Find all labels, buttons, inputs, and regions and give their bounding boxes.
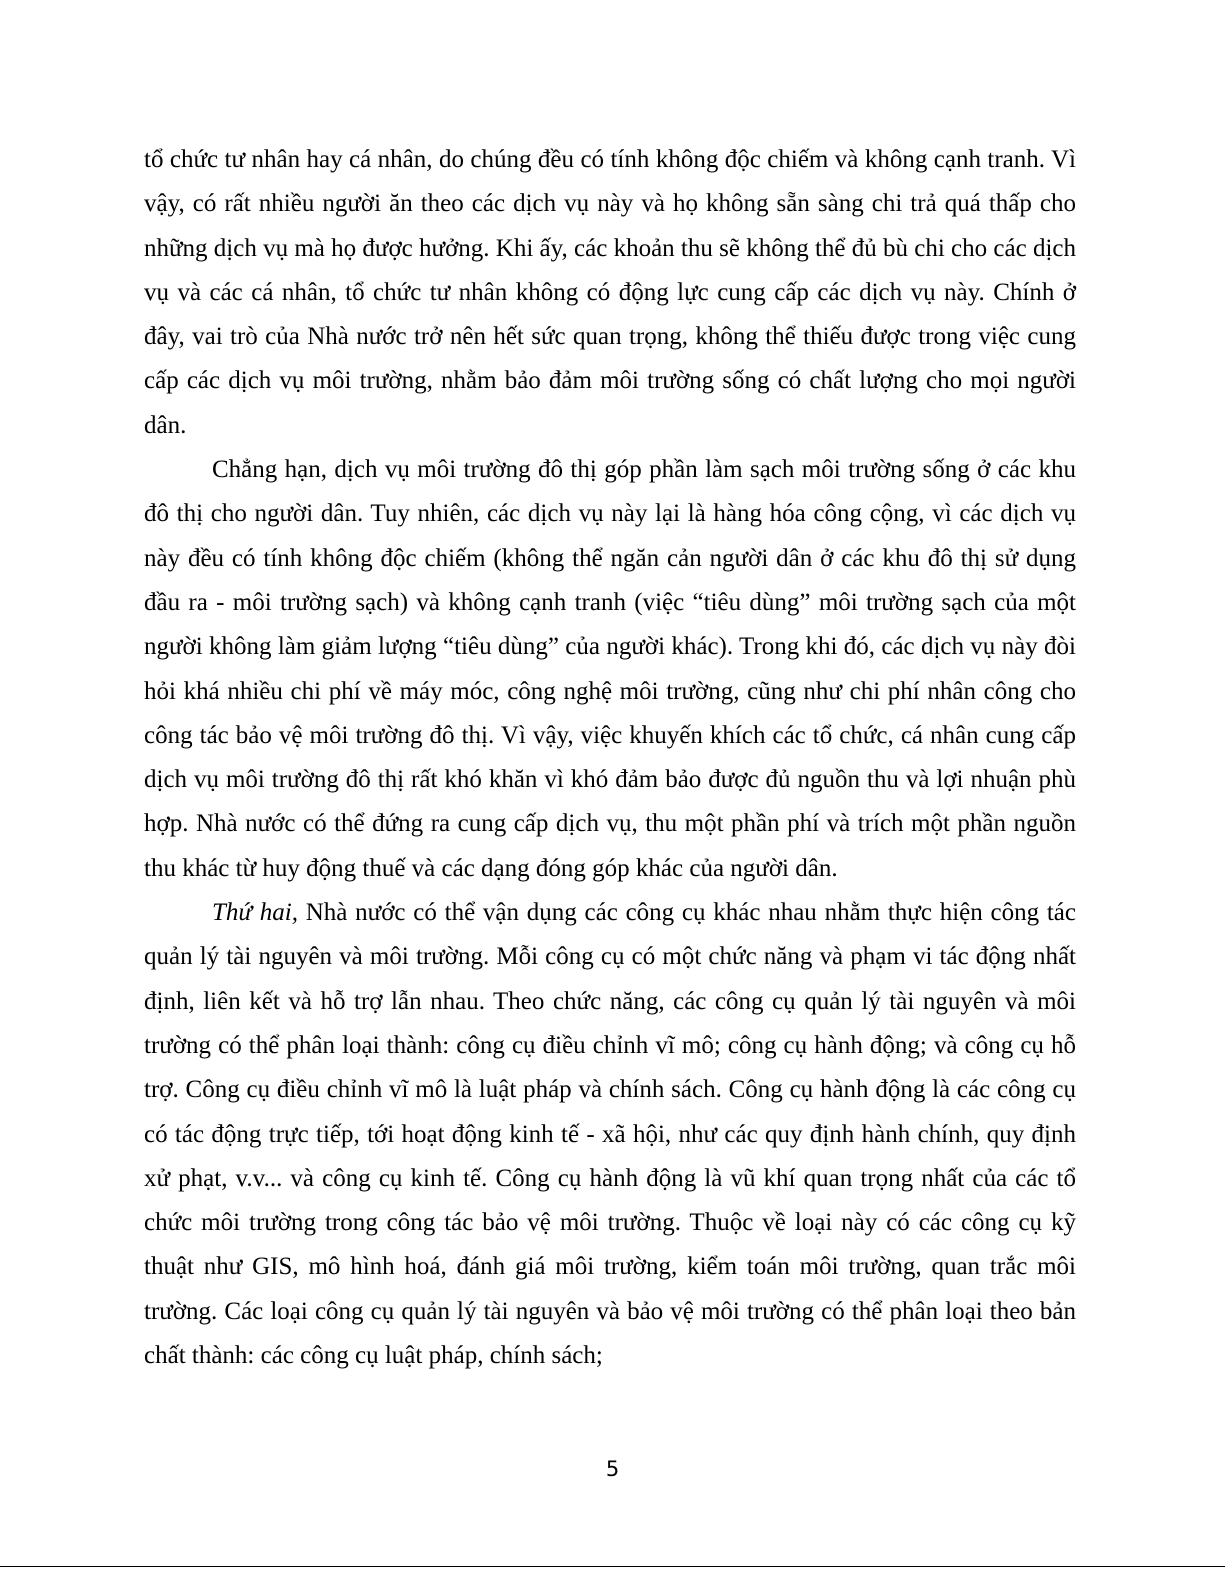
italic-lead-phrase: Thứ hai, bbox=[212, 899, 298, 927]
paragraph-second-point-text: Nhà nước có thể vận dụng các công cụ khác nhau nhằm thực hiện công tác quản lý tài nguyên và môi trường. Mỗi công cụ có một chức năng và phạm vi tác động nhất định, liên kết và hỗ trợ lẫn nhau. Theo chức năng, các công cụ quản lý tài nguyên và môi trường có thể phân loại thành: công cụ điều chỉnh vĩ mô; công cụ hành động; và công cụ hỗ trợ. Công cụ điều chỉnh vĩ mô là luật pháp và chính sách. Công cụ hành động là các công cụ có tác động trực tiếp, tới hoạt động kinh tế - xã hội, như các quy định hành chính, quy định xử phạt, v.v... và công cụ kinh tế. Công cụ hành động là vũ khí quan trọng nhất của các tổ chức môi trường trong công tác bảo vệ môi trường. Thuộc về loại này có các công cụ kỹ thuật như GIS, mô hình hoá, đánh giá môi trường, kiểm toán môi trường, quan trắc môi trường. Các loại công cụ quản lý tài nguyên và bảo vệ môi trường có thể phân loại theo bản chất thành: các công cụ luật pháp, chính sách; bbox=[144, 899, 1076, 1370]
page-number: 5 bbox=[605, 1457, 620, 1481]
paragraph-urban-services: Chẳng hạn, dịch vụ môi trường đô thị góp phần làm sạch môi trường sống ở các khu đô thị cho người dân. Tuy nhiên, các dịch vụ này lại là hàng hóa công cộng, vì các dịch vụ này đều có tính không độc chiếm (không thể ngăn cản người dân ở các khu đô thị sử dụng đầu ra - môi trường sạch) và không cạnh tranh (việc “tiêu dùng” môi trường sạch của một người không làm giảm lượng “tiêu dùng” của người khác). Trong khi đó, các dịch vụ này đòi hỏi khá nhiều chi phí về máy móc, công nghệ môi trường, cũng như chi phí nhân công cho công tác bảo vệ môi trường đô thị. Vì vậy, việc khuyến khích các tổ chức, cá nhân cung cấp dịch vụ môi trường đô thị rất khó khăn vì khó đảm bảo được đủ nguồn thu và lợi nhuận phù hợp. Nhà nước có thể đứng ra cung cấp dịch vụ, thu một phần phí và trích một phần nguồn thu khác từ huy động thuế và các dạng đóng góp khác của người dân. bbox=[144, 456, 1076, 882]
paragraph-continuation: tổ chức tư nhân hay cá nhân, do chúng đều có tính không độc chiếm và không cạnh tranh. Vì vậy, có rất nhiều người ăn theo các dịch vụ này và họ không sẵn sàng chi trả quá thấp cho những dịch vụ mà họ được hưởng. Khi ấy, các khoản thu sẽ không thể đủ bù chi cho các dịch vụ và các cá nhân, tổ chức tư nhân không có động lực cung cấp các dịch vụ này. Chính ở đây, vai trò của Nhà nước trở nên hết sức quan trọng, không thể thiếu được trong việc cung cấp các dịch vụ môi trường, nhằm bảo đảm môi trường sống có chất lượng cho mọi người dân. bbox=[144, 146, 1076, 439]
bottom-border-line bbox=[0, 1566, 1225, 1567]
paragraph-second-point bbox=[144, 891, 1076, 1378]
body-text bbox=[144, 138, 1076, 1378]
